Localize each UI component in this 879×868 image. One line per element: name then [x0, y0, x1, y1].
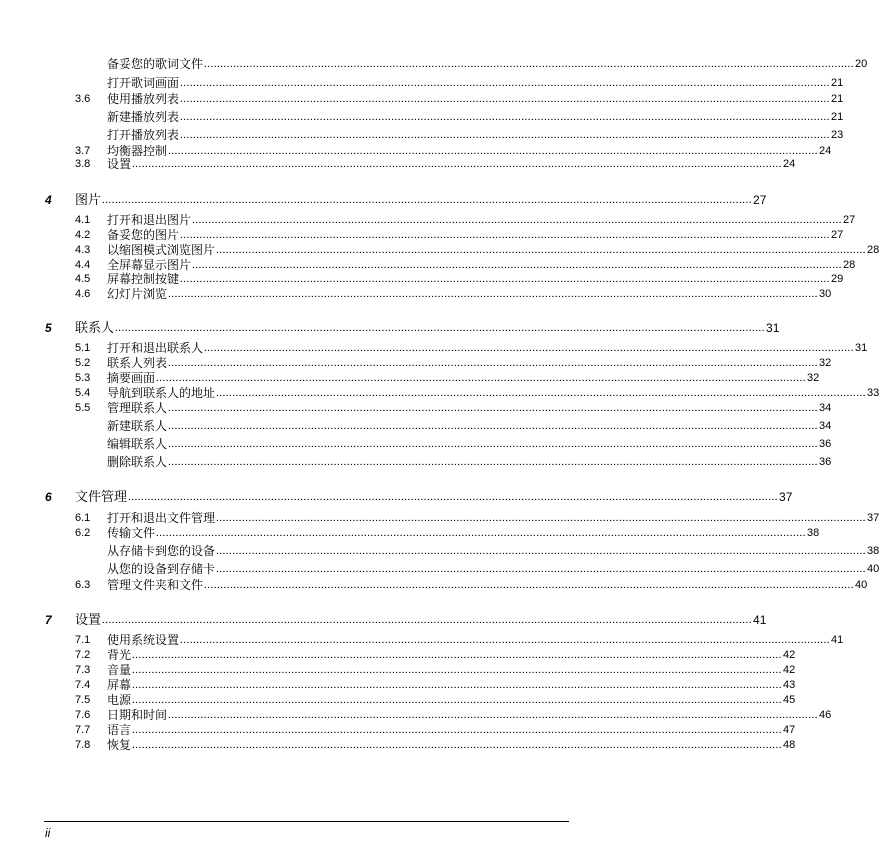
toc-entry-row[interactable]: [0, 92, 844, 106]
toc-entry-row[interactable]: [0, 243, 879, 257]
toc-entry-row[interactable]: [0, 144, 832, 158]
toc-entry-row[interactable]: [0, 544, 879, 558]
toc-entry-row[interactable]: [0, 419, 832, 433]
toc-dot-leader: ........................................................................................................................................................................................................: [132, 694, 783, 706]
toc-entry-title: 文件管理: [75, 489, 128, 504]
toc-entry-row[interactable]: [0, 386, 879, 400]
toc-entry-row[interactable]: [0, 228, 844, 242]
toc-dot-leader: ........................................................................................................................................................................................................: [132, 649, 783, 661]
toc-entry-row[interactable]: [0, 110, 844, 124]
toc-entry-title: 全屏幕显示图片: [107, 258, 192, 272]
toc-section-number: 5.5: [75, 402, 91, 414]
toc-entry-title: 使用播放列表: [107, 92, 180, 106]
toc-dot-leader: ........................................................................................................................................................................................................: [204, 58, 855, 70]
footer-page-number: ii: [45, 826, 51, 840]
toc-page-number: 42: [783, 664, 796, 676]
toc-dot-leader: ........................................................................................................................................................................................................: [168, 357, 819, 369]
toc-section-number: 4.3: [75, 244, 91, 256]
toc-dot-leader: ........................................................................................................................................................................................................: [168, 402, 819, 414]
toc-entry-title: 打开播放列表: [107, 128, 180, 142]
toc-dot-leader: ........................................................................................................................................................................................................: [216, 545, 867, 557]
toc-dot-leader: ........................................................................................................................................................................................................: [216, 512, 867, 524]
toc-dot-leader: ........................................................................................................................................................................................................: [204, 579, 855, 591]
toc-page-number: 37: [779, 490, 793, 504]
toc-page-number: 45: [783, 694, 796, 706]
toc-dot-leader: ........................................................................................................................................................................................................: [132, 724, 783, 736]
toc-entry-title: 使用系统设置: [107, 633, 180, 647]
toc-section-number: 4.4: [75, 259, 91, 271]
toc-entry-title: 均衡器控制: [107, 144, 168, 158]
toc-section-number: 3.6: [75, 93, 91, 105]
toc-section-number: 7.1: [75, 634, 91, 646]
toc-entry-row[interactable]: [0, 258, 856, 272]
toc-entry-row[interactable]: [0, 437, 832, 451]
toc-section-number: 7.6: [75, 709, 91, 721]
toc-dot-leader: ........................................................................................................................................................................................................: [168, 420, 819, 432]
toc-entry-title: 音量: [107, 663, 132, 677]
toc-entry-title: 日期和时间: [107, 708, 168, 722]
toc-page-number: 28: [867, 244, 879, 256]
toc-section-number: 6.2: [75, 527, 91, 539]
toc-section-number: 5.1: [75, 342, 91, 354]
toc-entry-row[interactable]: [0, 287, 832, 301]
toc-dot-leader: ........................................................................................................................................................................................................: [156, 372, 807, 384]
toc-entry-title: 从存储卡到您的设备: [107, 544, 216, 558]
toc-page-number: 21: [831, 111, 844, 123]
toc-section-number: 7.5: [75, 694, 91, 706]
toc-entry-row[interactable]: [0, 648, 796, 662]
toc-dot-leader: ........................................................................................................................................................................................................: [115, 322, 766, 334]
toc-entry-title: 语言: [107, 723, 132, 737]
toc-page-number: 41: [831, 634, 844, 646]
toc-dot-leader: ........................................................................................................................................................................................................: [180, 111, 831, 123]
toc-entry-row[interactable]: [0, 633, 844, 647]
toc-dot-leader: ........................................................................................................................................................................................................: [216, 244, 867, 256]
toc-page-number: 38: [867, 545, 879, 557]
toc-dot-leader: ........................................................................................................................................................................................................: [168, 709, 819, 721]
toc-page-number: 40: [855, 579, 868, 591]
toc-page-number: 48: [783, 739, 796, 751]
toc-section-number: 4.5: [75, 273, 91, 285]
toc-entry-row[interactable]: [0, 128, 844, 142]
toc-entry-title: 管理文件夹和文件: [107, 578, 204, 592]
toc-page-number: 21: [831, 77, 844, 89]
toc-entry-title: 设置: [75, 612, 102, 627]
toc-entry-row[interactable]: [0, 723, 796, 737]
toc-dot-leader: ........................................................................................................................................................................................................: [168, 145, 819, 157]
toc-page-number: 41: [753, 613, 767, 627]
toc-dot-leader: ........................................................................................................................................................................................................: [180, 93, 831, 105]
toc-entry-title: 从您的设备到存储卡: [107, 562, 216, 576]
toc-entry-row[interactable]: [0, 693, 796, 707]
toc-entry-title: 屏幕控制按键: [107, 272, 180, 286]
toc-chapter-row[interactable]: [0, 489, 793, 504]
toc-section-number: 4.6: [75, 288, 91, 300]
toc-page-number: 33: [867, 387, 879, 399]
toc-chapter-number: 4: [45, 193, 52, 207]
toc-page-number: 32: [819, 357, 832, 369]
toc-entry-title: 删除联系人: [107, 455, 168, 469]
toc-dot-leader: ........................................................................................................................................................................................................: [128, 491, 779, 503]
toc-page-number: 46: [819, 709, 832, 721]
toc-entry-row[interactable]: [0, 738, 796, 752]
toc-page-number: 36: [819, 438, 832, 450]
toc-section-number: 7.7: [75, 724, 91, 736]
toc-entry-title: 导航到联系人的地址: [107, 386, 216, 400]
toc-page-number: 36: [819, 456, 832, 468]
toc-page-number: 30: [819, 288, 832, 300]
toc-chapter-number: 5: [45, 321, 52, 335]
toc-entry-row[interactable]: [0, 511, 879, 525]
toc-entry-title: 编辑联系人: [107, 437, 168, 451]
toc-entry-row[interactable]: [0, 371, 820, 385]
toc-dot-leader: ........................................................................................................................................................................................................: [180, 273, 831, 285]
toc-dot-leader: ........................................................................................................................................................................................................: [132, 739, 783, 751]
toc-dot-leader: ........................................................................................................................................................................................................: [192, 214, 843, 226]
toc-entry-title: 打开和退出文件管理: [107, 511, 216, 525]
toc-dot-leader: ........................................................................................................................................................................................................: [216, 387, 867, 399]
toc-dot-leader: ........................................................................................................................................................................................................: [180, 77, 831, 89]
toc-dot-leader: ........................................................................................................................................................................................................: [180, 634, 831, 646]
toc-section-number: 7.8: [75, 739, 91, 751]
toc-page-number: 24: [783, 158, 796, 170]
toc-entry-row[interactable]: [0, 356, 832, 370]
toc-entry-row[interactable]: [0, 455, 832, 469]
toc-page-number: 43: [783, 679, 796, 691]
toc-entry-title: 管理联系人: [107, 401, 168, 415]
toc-page-number: 23: [831, 129, 844, 141]
toc-entry-title: 联系人: [75, 320, 115, 335]
toc-page-number: 31: [855, 342, 868, 354]
toc-entry-row[interactable]: [0, 57, 868, 71]
toc-dot-leader: ........................................................................................................................................................................................................: [132, 679, 783, 691]
toc-page-number: 37: [867, 512, 879, 524]
toc-chapter-row[interactable]: [0, 320, 780, 335]
toc-dot-leader: ........................................................................................................................................................................................................: [204, 342, 855, 354]
toc-entry-row[interactable]: [0, 213, 856, 227]
toc-chapter-row[interactable]: [0, 192, 767, 207]
toc-entry-title: 背光: [107, 648, 132, 662]
toc-entry-title: 新建联系人: [107, 419, 168, 433]
toc-section-number: 7.4: [75, 679, 91, 691]
toc-dot-leader: ........................................................................................................................................................................................................: [102, 614, 753, 626]
toc-section-number: 4.2: [75, 229, 91, 241]
toc-entry-title: 恢复: [107, 738, 132, 752]
toc-dot-leader: ........................................................................................................................................................................................................: [216, 563, 867, 575]
toc-entry-title: 打开和退出图片: [107, 213, 192, 227]
toc-page-number: 34: [819, 402, 832, 414]
toc-entry-row[interactable]: [0, 526, 820, 540]
toc-entry-row[interactable]: [0, 401, 832, 415]
toc-page-number: 20: [855, 58, 868, 70]
toc-page-number: 47: [783, 724, 796, 736]
toc-section-number: 7.2: [75, 649, 91, 661]
toc-section-number: 5.2: [75, 357, 91, 369]
toc-entry-row[interactable]: [0, 678, 796, 692]
toc-entry-row[interactable]: [0, 663, 796, 677]
toc-page-number: 32: [807, 372, 820, 384]
toc-page-number: 29: [831, 273, 844, 285]
toc-dot-leader: ........................................................................................................................................................................................................: [156, 527, 807, 539]
toc-chapter-number: 6: [45, 490, 52, 504]
toc-section-number: 3.7: [75, 145, 91, 157]
toc-dot-leader: ........................................................................................................................................................................................................: [180, 229, 831, 241]
toc-dot-leader: ........................................................................................................................................................................................................: [132, 158, 783, 170]
toc-dot-leader: ........................................................................................................................................................................................................: [102, 194, 753, 206]
toc-entry-title: 备妥您的图片: [107, 228, 180, 242]
footer-rule: [44, 821, 569, 822]
toc-entry-row[interactable]: [0, 157, 796, 171]
toc-entry-row[interactable]: [0, 562, 879, 576]
toc-page-number: 24: [819, 145, 832, 157]
toc-entry-row[interactable]: [0, 76, 844, 90]
toc-dot-leader: ........................................................................................................................................................................................................: [168, 438, 819, 450]
toc-chapter-number: 7: [45, 613, 52, 627]
toc-entry-title: 以缩图模式浏览图片: [107, 243, 216, 257]
toc-section-number: 6.1: [75, 512, 91, 524]
toc-page-number: 27: [843, 214, 856, 226]
toc-page-number: 28: [843, 259, 856, 271]
toc-entry-title: 打开歌词画面: [107, 76, 180, 90]
toc-entry-title: 传输文件: [107, 526, 156, 540]
toc-entry-title: 摘要画面: [107, 371, 156, 385]
toc-section-number: 5.4: [75, 387, 91, 399]
toc-page-number: 27: [831, 229, 844, 241]
toc-section-number: 7.3: [75, 664, 91, 676]
toc-entry-title: 屏幕: [107, 678, 132, 692]
toc-page-number: 34: [819, 420, 832, 432]
toc-entry-row[interactable]: [0, 272, 844, 286]
toc-entry-title: 打开和退出联系人: [107, 341, 204, 355]
toc-page-number: 42: [783, 649, 796, 661]
toc-entry-title: 图片: [75, 192, 102, 207]
toc-entry-title: 联系人列表: [107, 356, 168, 370]
toc-page-number: 21: [831, 93, 844, 105]
toc-dot-leader: ........................................................................................................................................................................................................: [132, 664, 783, 676]
toc-page-number: 38: [807, 527, 820, 539]
toc-entry-row[interactable]: [0, 578, 868, 592]
toc-dot-leader: ........................................................................................................................................................................................................: [168, 288, 819, 300]
toc-section-number: 4.1: [75, 214, 91, 226]
toc-dot-leader: ........................................................................................................................................................................................................: [180, 129, 831, 141]
toc-entry-row[interactable]: [0, 341, 868, 355]
toc-dot-leader: ........................................................................................................................................................................................................: [192, 259, 843, 271]
toc-section-number: 6.3: [75, 579, 91, 591]
toc-page-number: 31: [766, 321, 780, 335]
toc-entry-title: 幻灯片浏览: [107, 287, 168, 301]
toc-chapter-row[interactable]: [0, 612, 767, 627]
toc-page-number: 40: [867, 563, 879, 575]
toc-entry-title: 备妥您的歌词文件: [107, 57, 204, 71]
toc-section-number: 3.8: [75, 158, 91, 170]
toc-entry-title: 电源: [107, 693, 132, 707]
toc-entry-row[interactable]: [0, 708, 832, 722]
toc-page-number: 27: [753, 193, 767, 207]
toc-entry-title: 新建播放列表: [107, 110, 180, 124]
toc-entry-title: 设置: [107, 157, 132, 171]
toc-dot-leader: ........................................................................................................................................................................................................: [168, 456, 819, 468]
toc-section-number: 5.3: [75, 372, 91, 384]
